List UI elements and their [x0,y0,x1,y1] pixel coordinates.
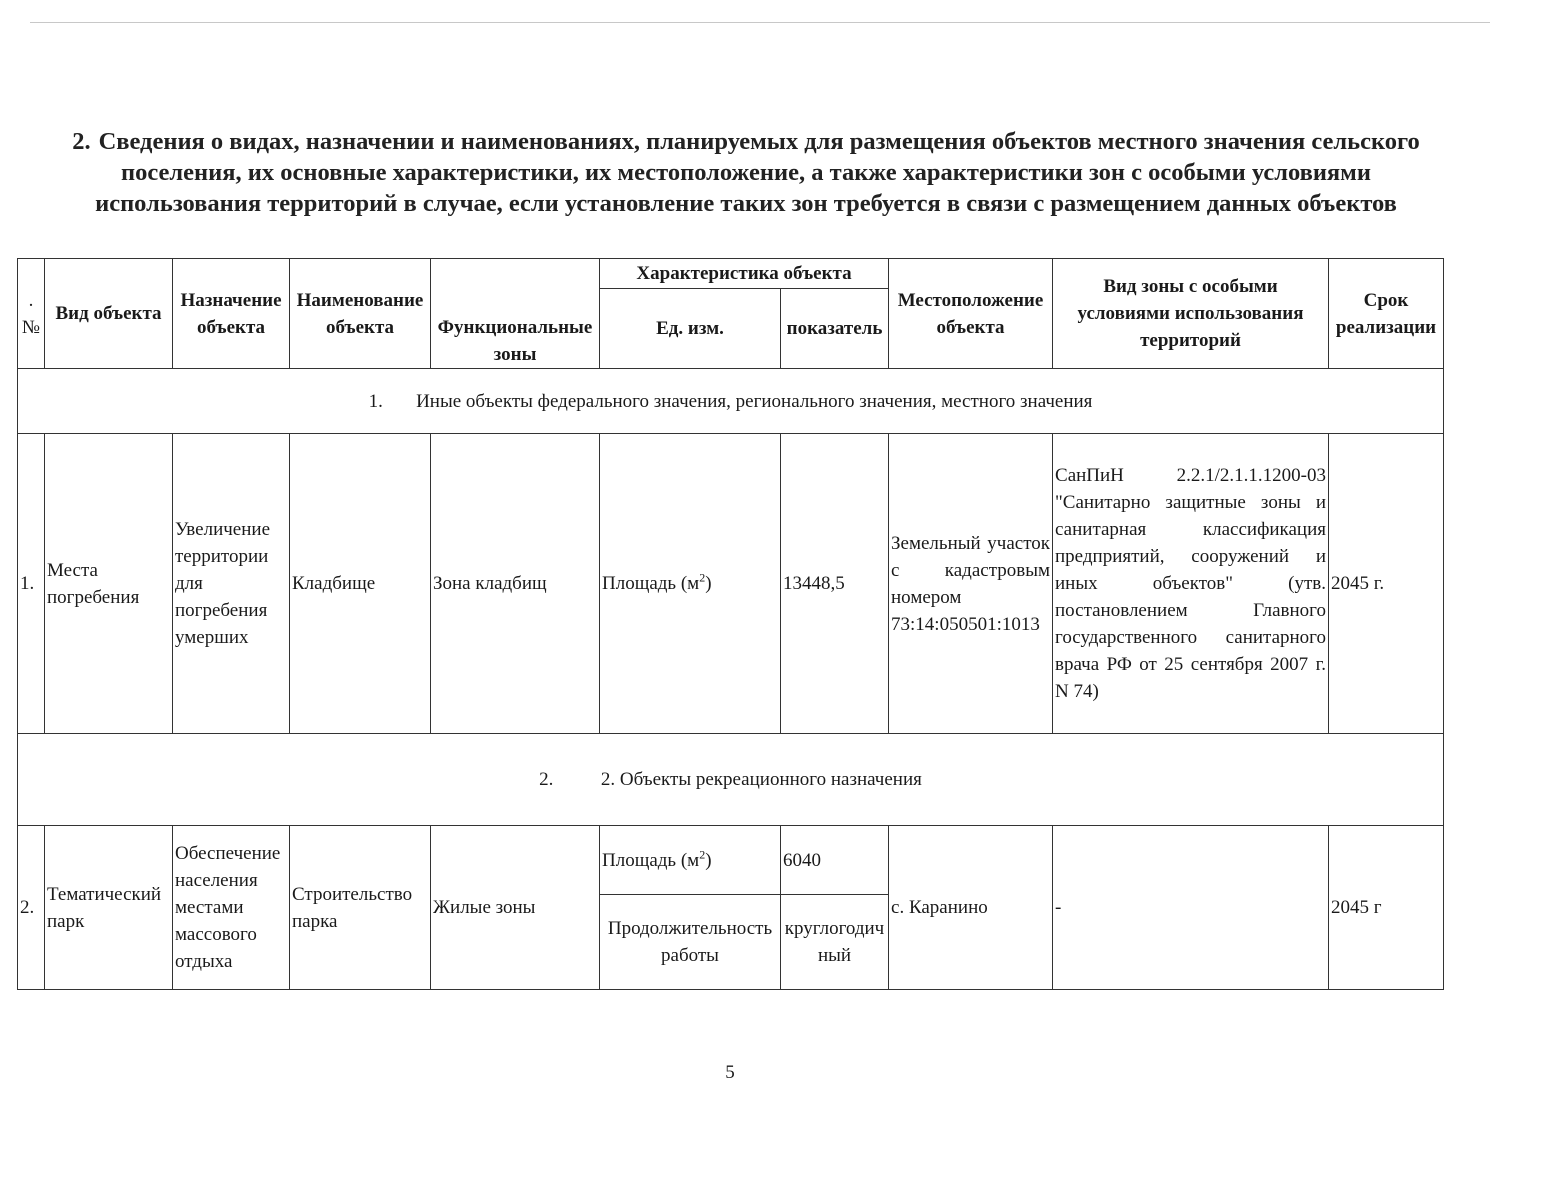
row-2-zone-kind: - [1053,826,1329,990]
header-num: .№ [18,259,45,369]
header-purpose: Назначение объекта [173,259,290,369]
section-1-text: Иные объекты федерального значения, регионального значения, местного значения [416,390,1093,412]
section-row-2 [18,734,1444,826]
header-location: Местоположение объекта [889,259,1053,369]
row-2-unit-1-sup: 2 [699,847,706,862]
heading-text: Сведения о видах, назначении и наименованиях, планируемых для размещения объектов местного значения сельского поселения, их основные характеристики, их местоположение, а также характеристики зон с особыми условиями использования территорий в случае, если установление таких зон требуется в связи с размещением данных объектов [95,128,1420,217]
section-2-cell [18,734,1444,826]
row-1-term: 2045 г. [1329,434,1444,734]
row-1-zones: Зона кладбищ [431,434,600,734]
header-zone-kind: Вид зоны с особыми условиями использования территорий [1053,259,1329,369]
row-1-unit-text: Площадь (м [602,573,700,594]
table-row [18,826,1444,895]
row-1-unit-close: ) [705,573,712,594]
row-1-purpose: Увеличение территории для погребения умерших [173,434,290,734]
row-2-unit-1 [600,826,781,895]
row-1-location: Земельный участок с кадастровым номером 73:14:050501:1013 [889,434,1053,734]
row-1-unit-sup: 2 [699,570,706,585]
row-2-indicator-2: круглогодичный [781,895,889,990]
table-row [18,434,1444,734]
section-1-cell [18,369,1444,434]
header-row-1 [18,259,1444,289]
section-heading [36,126,1456,219]
row-1-kind: Места погребения [45,434,173,734]
row-2-zones: Жилые зоны [431,826,600,990]
row-2-indicator-1: 6040 [781,826,889,895]
section-row-1 [18,369,1444,434]
scan-edge-line [30,22,1490,23]
row-1-num: 1. [18,434,45,734]
row-2-name: Строительство парка [290,826,431,990]
row-2-kind: Тематический парк [45,826,173,990]
row-2-unit-2: Продолжительность работы [600,895,781,990]
section-1-number: 1. [368,390,383,412]
section-2-number: 2. [539,769,554,790]
header-indicator: показатель [781,289,889,369]
row-2-num: 2. [18,826,45,990]
row-1-unit [600,434,781,734]
row-1-zone-kind: СанПиН 2.2.1/2.1.1.1200-03 "Санитарно защитные зоны и санитарная классификация предприятий, сооружений и иных объектов" (утв. постановлением Главного государственного санитарного врача РФ от 25 сентября 2007 г. N 74) [1053,434,1329,734]
row-2-unit-1-text: Площадь (м [602,849,700,871]
header-unit: Ед. изм. [600,289,781,369]
header-term: Срок реализации [1329,259,1444,369]
header-characteristic: Характеристика объекта [600,259,889,289]
row-2-purpose: Обеспечение населения местами массового отдыха [173,826,290,990]
page-number: 5 [725,1062,735,1083]
row-1-name: Кладбище [290,434,431,734]
row-2-unit-1-close: ) [705,849,712,871]
row-1-indicator: 13448,5 [781,434,889,734]
section-2-text: 2. Объекты рекреационного назначения [600,769,922,790]
objects-table [17,258,1444,990]
header-kind: Вид объекта [45,259,173,369]
row-2-location: с. Каранино [889,826,1053,990]
row-2-term: 2045 г [1329,826,1444,990]
heading-number: 2. [72,128,91,155]
header-name: Наименование объекта [290,259,431,369]
header-zones: Функциональные зоны [431,259,600,369]
